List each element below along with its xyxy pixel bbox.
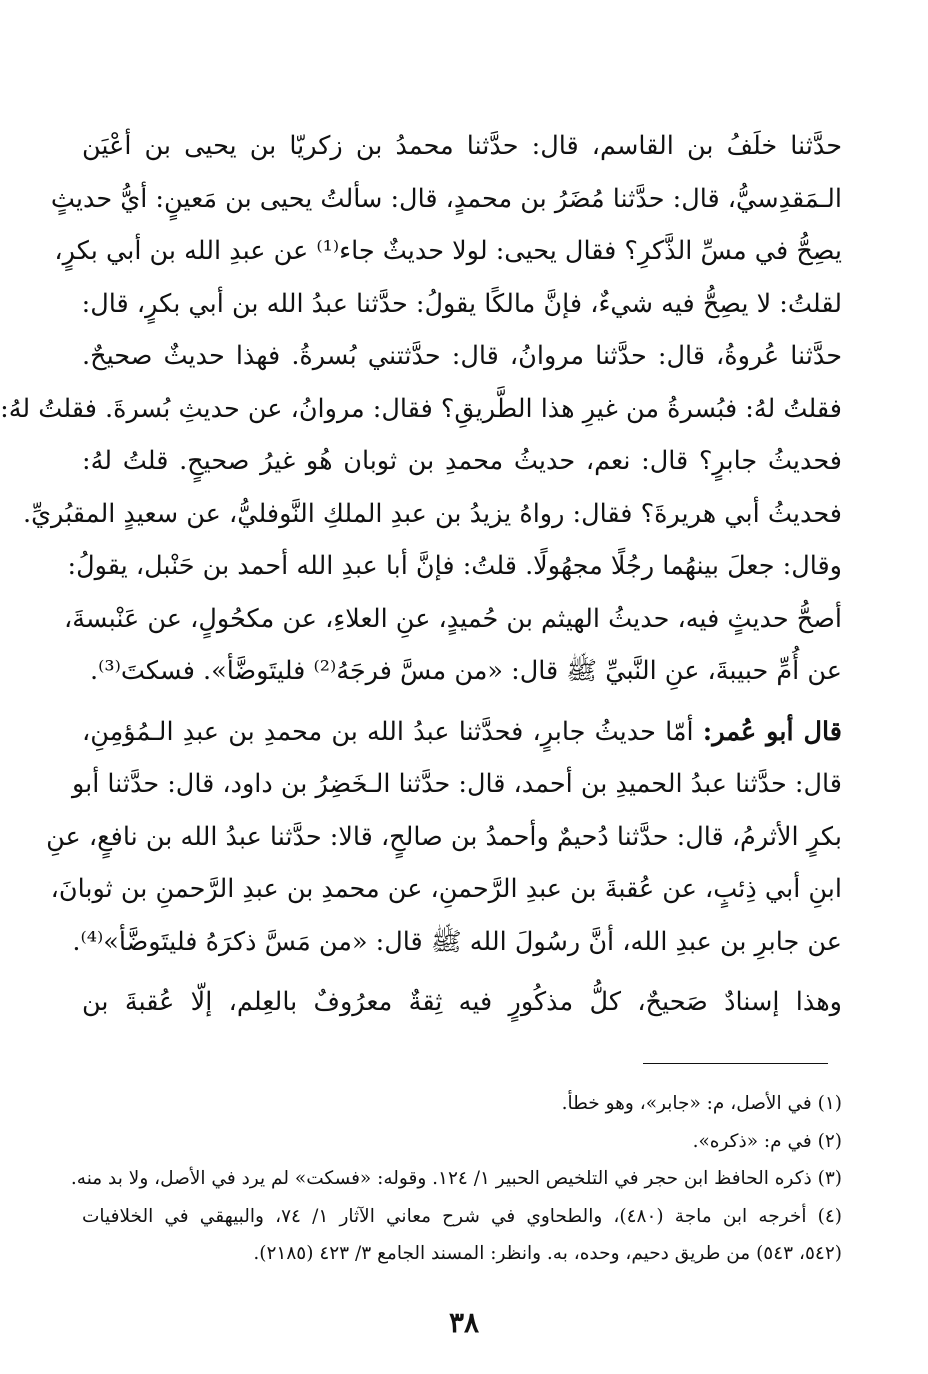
footnote: (٣) ذكره الحافظ ابن حجر في التلخيص الحبير ١/ ١٢٤. وقوله: «فسكت» لم يرد في الأصل، ولا بد منه. (70, 1168, 842, 1189)
text-line (82, 706, 842, 759)
paragraph (46, 706, 842, 969)
page-number: ٣٨ (448, 1306, 480, 1339)
text-line: عن جابرِ بن عبدِ الله، أنَّ رسُولَ الله ﷺ قال: «من مَسَّ ذكرَهُ فليتَوضَّأ»⁽⁴⁾. (72, 926, 842, 957)
text-line: فقلتُ لهُ: فبُسرةُ من غيرِ هذا الطَّريقِ؟ فقال: مروانُ، عن حديثِ بُسرةَ. فقلتُ لهُ: (0, 393, 842, 424)
text-run: أمّا حديثُ جابرٍ، فحدَّثنا عبدُ الله بن محمدِ بن عبدِ الـمُؤمِنِ، (82, 716, 703, 747)
text-line: فحديثُ جابرٍ؟ قال: نعم، حديثُ محمدِ بن ثوبان هُو غيرُ صحيحٍ. قلتُ لهُ: (82, 446, 842, 476)
paragraph (0, 120, 842, 698)
text-line: عن أُمِّ حبيبةَ، عنِ النَّبيِّ ﷺ قال: «من مسَّ فرجَهُ⁽²⁾ فليتَوضَّأ». فسكتَ⁽³⁾. (90, 656, 842, 686)
text-line: وقال: جعلَ بينهُما رجُلًا مجهُولًا. قلتُ: فإنَّ أبا عبدِ الله أحمد بن حَنْبل، يقولُ: (67, 551, 842, 581)
speaker-lead: قال أبو عُمر: (702, 716, 842, 747)
text-line: ابنِ أبي ذِئبٍ، عن عُقبةَ بن عبدِ الرَّحمنِ، عن محمدِ بن عبدِ الرَّحمنِ بن ثوبانَ، (50, 874, 842, 904)
footnote: (٤) أخرجه ابن ماجة (٤٨٠)، والطحاوي في شرح معاني الآثار ١/ ٧٤، والبيهقي في الخلافيات (82, 1205, 843, 1227)
text-line: حدَّثنا خلَفُ بن القاسم، قال: حدَّثنا محمدُ بن زكريّا بن يحيى بن أعْيَن (82, 131, 842, 161)
footnote: (٢) في م: «ذكره». (692, 1130, 842, 1152)
main-text (0, 120, 842, 1029)
paragraph (82, 976, 842, 1029)
text-line: الـمَقدِسيُّ، قال: حدَّثنا مُضَرُ بن محمدٍ، قال: سألتُ يحيى بن مَعينٍ: أيُّ حديثٍ (50, 183, 842, 214)
text-line: وهذا إسنادٌ صَحيحٌ، كلُّ مذكُورٍ فيه ثِقةٌ معرُوفٌ بالعِلم، إلّا عُقبةَ بن (82, 987, 842, 1017)
text-line: حدَّثنا عُروةُ، قال: حدَّثنا مروانُ، قال: حدَّثتني بُسرةُ. فهذا حديثٌ صحيحٌ. (82, 341, 842, 371)
paragraph-spacer (82, 698, 842, 706)
text-line: أصحُّ حديثٍ فيه، حديثُ الهيثم بن حُميدٍ، عنِ العلاءِ، عن مكحُولٍ، عن عَنْبسةَ، (64, 603, 842, 634)
footnotes (70, 1085, 843, 1273)
paragraph-spacer (82, 968, 842, 976)
footnote-separator (643, 1063, 828, 1064)
footnote-continuation: (٥٤٢، ٥٤٣) من طريق دحيم، وحده، به. وانظر: المسند الجامع ٣/ ٤٢٣ (٢١٨٥). (253, 1243, 842, 1264)
text-line: بكرٍ الأثرمُ، قال: حدَّثنا دُحيمٌ وأحمدُ بن صالحٍ، قالا: حدَّثنا عبدُ الله بن نافعٍ، عنِ (46, 821, 842, 852)
text-line: يصِحُّ في مسِّ الذَّكرِ؟ فقال يحيى: لولا حديثٌ جاء⁽¹⁾ عن عبدِ الله بن أبي بكرٍ، (54, 236, 842, 266)
text-line: لقلتُ: لا يصِحُّ فيه شيءٌ، فإنَّ مالكًا يقولُ: حدَّثنا عبدُ الله بن أبي بكرٍ، قال: (81, 288, 842, 319)
text-line: قال: حدَّثنا عبدُ الحميدِ بن أحمد، قال: حدَّثنا الـخَضِرُ بن داود، قال: حدَّثنا أبو (71, 769, 842, 799)
text-line: فحديثُ أبي هريرةَ؟ فقال: رواهُ يزيدُ بن عبدِ الملكِ النَّوفليُّ، عن سعيدٍ المقبُريِّ. (22, 498, 842, 529)
footnote: (١) في الأصل، م: «جابر»، وهو خطأ. (561, 1093, 842, 1114)
